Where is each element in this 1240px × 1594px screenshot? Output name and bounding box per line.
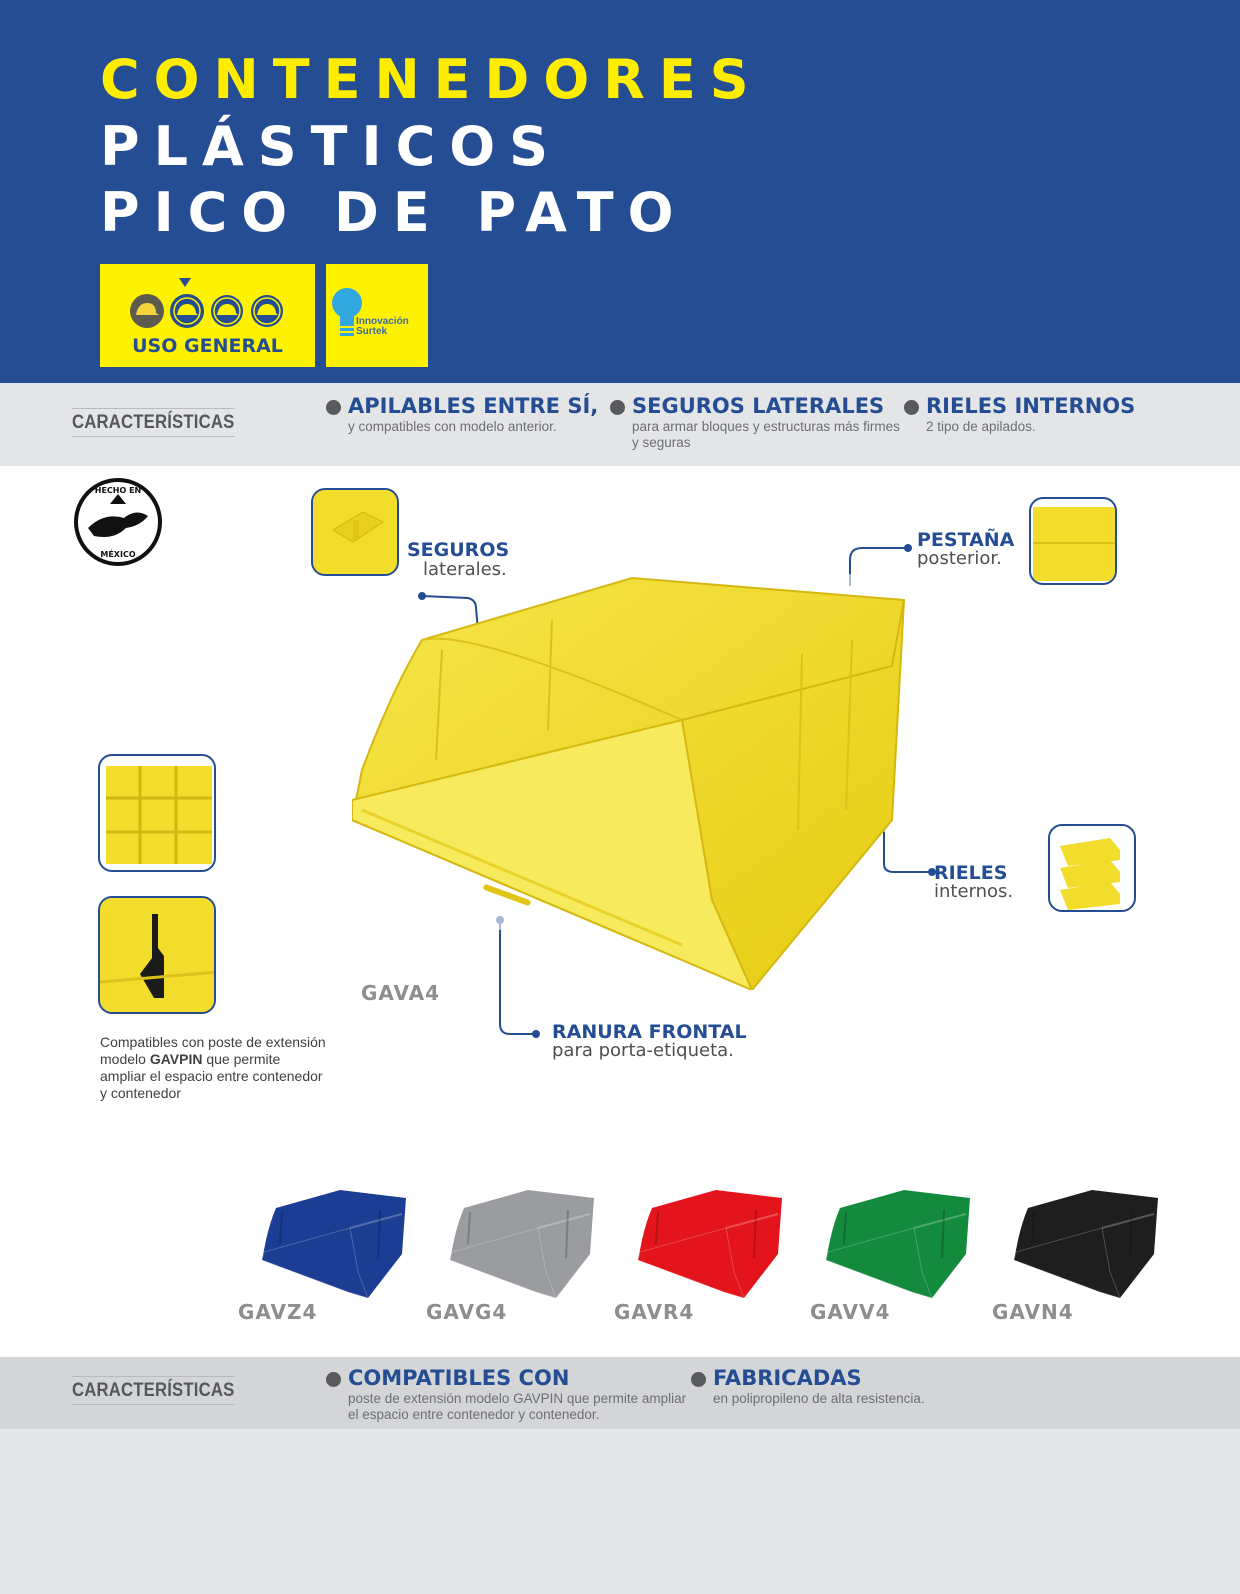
features-label: CARACTERÍSTICAS bbox=[72, 408, 234, 437]
innovation-text: Innovación Surtek bbox=[356, 316, 409, 337]
thumb-rieles-internos bbox=[1048, 824, 1136, 912]
bullet-icon bbox=[326, 1372, 341, 1387]
variant-bin-gavr4 bbox=[636, 1188, 786, 1300]
variant-bin-gavv4 bbox=[824, 1188, 974, 1300]
feature-compatibles: COMPATIBLES CON poste de extensión modelo GAVPIN que permite ampliar el espacio entre contenedor y contenedor. bbox=[348, 1365, 693, 1423]
variant-bin-gavz4 bbox=[260, 1188, 410, 1300]
main-bin-illustration bbox=[352, 570, 924, 990]
callout-seguros-sub: laterales. bbox=[423, 559, 507, 580]
callout-ranura-title: RANURA FRONTAL bbox=[552, 1021, 747, 1043]
thumb-stacked-bins bbox=[98, 754, 216, 872]
feature-seguros: SEGUROS LATERALES para armar bloques y estructuras más firmes y seguras bbox=[632, 393, 902, 451]
callout-pestana-sub: posterior. bbox=[917, 548, 1002, 569]
thumb-gavpin-post bbox=[98, 896, 216, 1014]
features-bar-bottom bbox=[0, 1357, 1240, 1429]
variant-model-label: GAVN4 bbox=[992, 1300, 1074, 1324]
title-line-3: PICO DE PATO bbox=[100, 181, 688, 244]
callout-ranura-sub: para porta-etiqueta. bbox=[552, 1040, 734, 1061]
variant-bin-gavn4 bbox=[1012, 1188, 1162, 1300]
callout-seguros-title: SEGUROS bbox=[407, 539, 510, 561]
title-line-2: PLÁSTICOS bbox=[100, 115, 563, 178]
feature-apilables: APILABLES ENTRE SÍ, y compatibles con modelo anterior. bbox=[348, 393, 598, 435]
title-line-1: CONTENEDORES bbox=[100, 48, 763, 111]
compat-note: Compatibles con poste de extensión modelo GAVPIN que permite ampliar el espacio entre contenedor y contenedor bbox=[100, 1034, 326, 1101]
usage-label: USO GENERAL bbox=[132, 335, 283, 357]
feature-fabricadas: FABRICADAS en polipropileno de alta resistencia. bbox=[713, 1365, 925, 1407]
features-label: CARACTERÍSTICAS bbox=[72, 1376, 234, 1405]
variant-model-label: GAVZ4 bbox=[238, 1300, 318, 1324]
main-model-label: GAVA4 bbox=[361, 981, 441, 1005]
callout-pestana-title: PESTAÑA bbox=[917, 529, 1015, 551]
bullet-icon bbox=[691, 1372, 706, 1387]
variant-model-label: GAVR4 bbox=[614, 1300, 695, 1324]
svg-text:HECHO EN: HECHO EN bbox=[94, 486, 142, 495]
feature-rieles: RIELES INTERNOS 2 tipo de apilados. bbox=[926, 393, 1135, 435]
callout-rieles-sub: internos. bbox=[934, 881, 1014, 902]
callout-rieles-title: RIELES bbox=[934, 862, 1008, 884]
thumb-pestana-posterior bbox=[1029, 497, 1117, 585]
variant-model-label: GAVV4 bbox=[810, 1300, 891, 1324]
svg-text:MÉXICO: MÉXICO bbox=[100, 550, 136, 559]
footer-area bbox=[0, 1429, 1240, 1594]
variant-bin-gavg4 bbox=[448, 1188, 598, 1300]
variant-model-label: GAVG4 bbox=[426, 1300, 508, 1324]
thumb-seguros-laterales bbox=[311, 488, 399, 576]
